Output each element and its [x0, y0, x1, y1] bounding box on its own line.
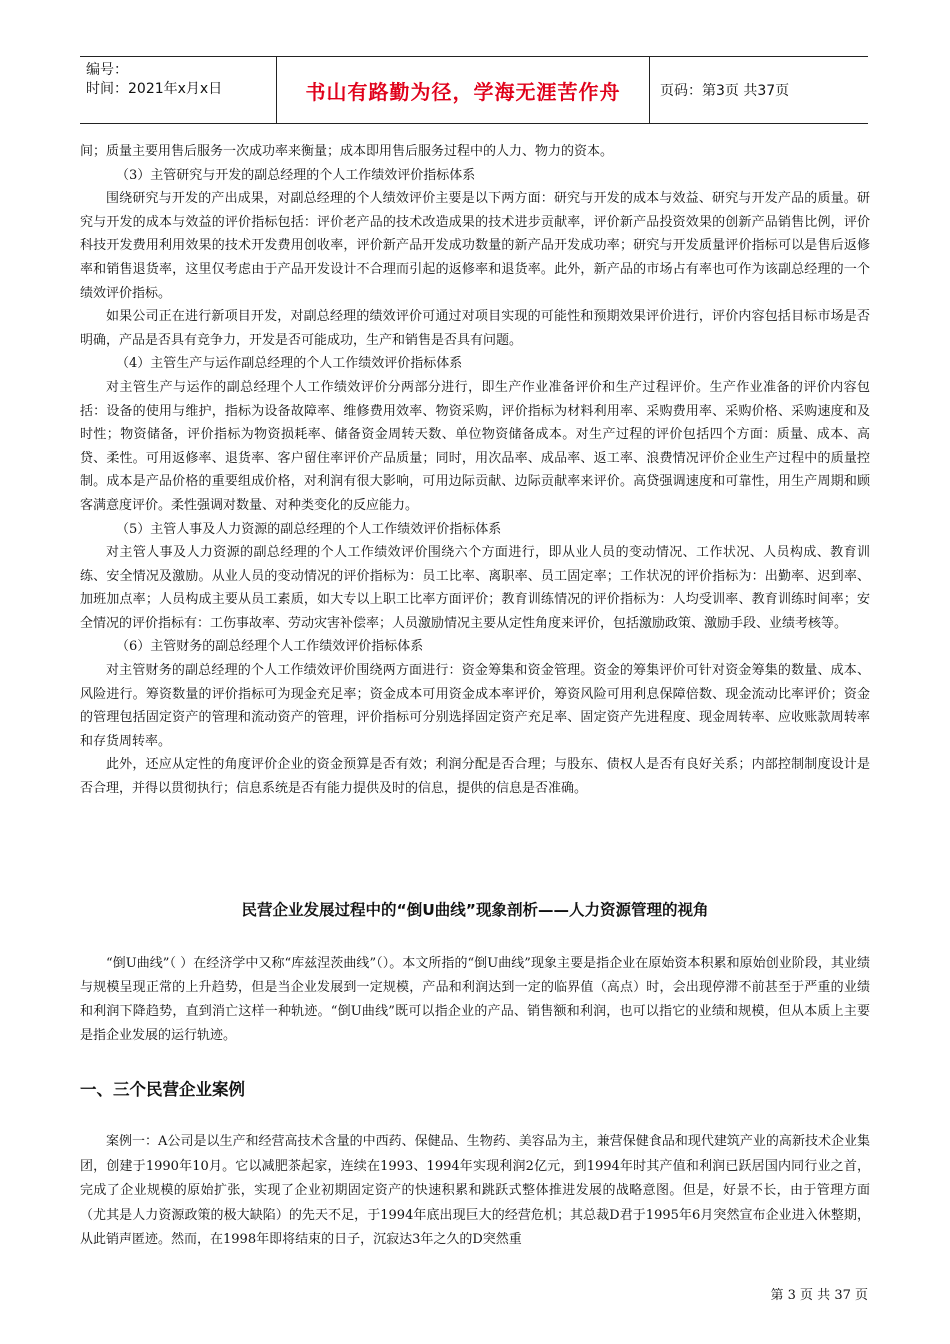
paragraph: 对主管财务的副总经理的个人工作绩效评价围绕两方面进行：资金筹集和资金管理。资金的筹集评价可针对资金筹集的数量、成本、风险进行。筹资数量的评价指标可为现金充足率；资金成本可用资金成本率评价，筹资风险可用利息保障倍数、现金流动比率评价；资金的管理包括固定资产的管理和流动资产的管理，评价指标可分别选择固定资产充足率、固定资产先进程度、现金周转率、应收账款周转率和存货周转率。 — [80, 663, 870, 749]
paragraph: 对主管人事及人力资源的副总经理的个人工作绩效评价围绕六个方面进行，即从业人员的变动情况、工作状况、人员构成、教育训练、安全情况及激励。从业人员的变动情况的评价指标为：员工比率、离职率、员工固定率；工作状况的评价指标为：出勤率、迟到率、加班加点率；人员构成主要从员工素质，如大专以上职工比率方面评价；教育训练情况的评价指标为：人均受训率、教育训练时间率；安全情况的评价指标有：工伤事故率、劳动灾害补偿率；人员激励情况主要从定性角度来评价，包括激励政策、激励手段、业绩考核等。 — [80, 545, 870, 631]
header-page-info: 页码：第3页 共37页 — [660, 83, 790, 99]
header-meta — [80, 57, 276, 123]
paragraph: 案例一：A公司是以生产和经营高技术含量的中西药、保健品、生物药、美容品为主，兼营保健食品和现代建筑产业的高新技术企业集团，创建于1990年10月。它以减肥茶起家，连续在1993、1994年实现利润2亿元，到1994年时其产值和利润已跃居国内同行业之首，完成了企业规模的原始扩张，实现了企业初期固定资产的快速积累和跳跃式整体推进发展的战略意图。但是，好景不长，由于管理方面（尤其是人力资源政策的极大缺陷）的先天不足，于1994年底出现巨大的经营危机；其总裁D君于1995年6月突然宣布企业进入休整期，从此销声匿迹。然而，在1998年即将结束的日子，沉寂达3年之久的D突然重 — [80, 1134, 870, 1248]
header-motto: 书山有路勤为径，学海无涯苦作舟 — [276, 57, 650, 123]
case-section — [80, 1130, 870, 1253]
paragraph: “倒U曲线”（ ）在经济学中又称“库兹涅茨曲线”（）。本文所指的“倒U曲线”现象主要是指企业在原始资本积累和原始创业阶段，其业绩与规模呈现正常的上升趋势，但是当企业发展到一定规模，产品和利润达到一定的临界值（高点）时，会出现停滞不前甚至于严重的业绩和利润下降趋势，直到消亡这样一种轨迹。“倒U曲线”既可以指企业的产品、销售额和利润，也可以指它的业绩和规模，但从本质上主要是指企业发展的运行轨迹。 — [80, 956, 870, 1043]
document-time: 时间：2021年x月x日 — [86, 81, 223, 97]
article-title: 民营企业发展过程中的“倒U曲线”现象剖析——人力资源管理的视角 — [241, 901, 709, 919]
page-header — [80, 56, 868, 124]
paragraph: 对主管生产与运作的副总经理个人工作绩效评价分两部分进行，即生产作业准备评价和生产过程评价。生产作业准备的评价内容包括：设备的使用与维护，指标为设备故障率、维修费用效率、物资采购，评价指标为材料利用率、采购费用率、采购价格、采购速度和及时性；物资储备，评价指标为物资损耗率、储备资金周转天数、单位物资储备成本。对生产过程的评价包括四个方面：质量、成本、高贷、柔性。可用返修率、退货率、客户留住率评价产品质量；同时，用次品率、成品率、返工率、浪费情况评价企业生产过程中的质量控制。成本是产品价格的重要组成价格，对利润有很大影响，可用边际贡献、边际贡献率来评价。高贷强调速度和可靠性，用生产周期和顾客满意度评价。柔性强调对数量、对种类变化的反应能力。 — [80, 379, 870, 513]
subheading: （6）主管财务的副总经理个人工作绩效评价指标体系 — [116, 639, 424, 655]
subheading: （4）主管生产与运作副总经理的个人工作绩效评价指标体系 — [116, 356, 463, 372]
article-intro — [80, 952, 870, 1048]
page-footer: 第 3 页 共 37 页 — [770, 1288, 868, 1303]
document-body — [80, 140, 870, 801]
subheading: （5）主管人事及人力资源的副总经理的个人工作绩效评价指标体系 — [116, 521, 502, 537]
paragraph: 如果公司正在进行新项目开发，对副总经理的绩效评价可通过对项目实现的可能性和预期效果评价进行，评价内容包括目标市场是否明确，产品是否具有竞争力，开发是否可能成功，生产和销售是否具有问题。 — [80, 309, 870, 348]
paragraph: 此外，还应从定性的角度评价企业的资金预算是否有效；利润分配是否合理；与股东、债权人是否有良好关系；内部控制制度设计是否合理，并得以贯彻执行；信息系统是否有能力提供及时的信息，提供的信息是否准确。 — [80, 757, 870, 797]
paragraph: 间；质量主要用售后服务一次成功率来衡量；成本即用售后服务过程中的人力、物力的资本。 — [80, 144, 614, 159]
paragraph: 围绕研究与开发的产出成果，对副总经理的个人绩效评价主要是以下两方面：研究与开发的成本与效益、研究与开发产品的质量。研究与开发的成本与效益的评价指标包括：评价老产品的技术改造成果的技术进步贡献率，评价新产品投资效果的创新产品销售比例，评价科技开发费用利用效果的技术开发费用创收率，评价新产品开发成功数量的新产品开发成功率；研究与开发质量评价指标可以是售后返修率和销售退货率，这里仅考虑由于产品开发设计不合理而引起的返修率和退货率。此外，新产品的市场占有率也可作为该副总经理的一个绩效评价指标。 — [80, 191, 870, 301]
section-heading: 一、三个民营企业案例 — [80, 1080, 245, 1099]
subheading: （3）主管研究与开发的副总经理的个人工作绩效评价指标体系 — [116, 167, 476, 183]
document-number-label: 编号： — [86, 62, 128, 78]
